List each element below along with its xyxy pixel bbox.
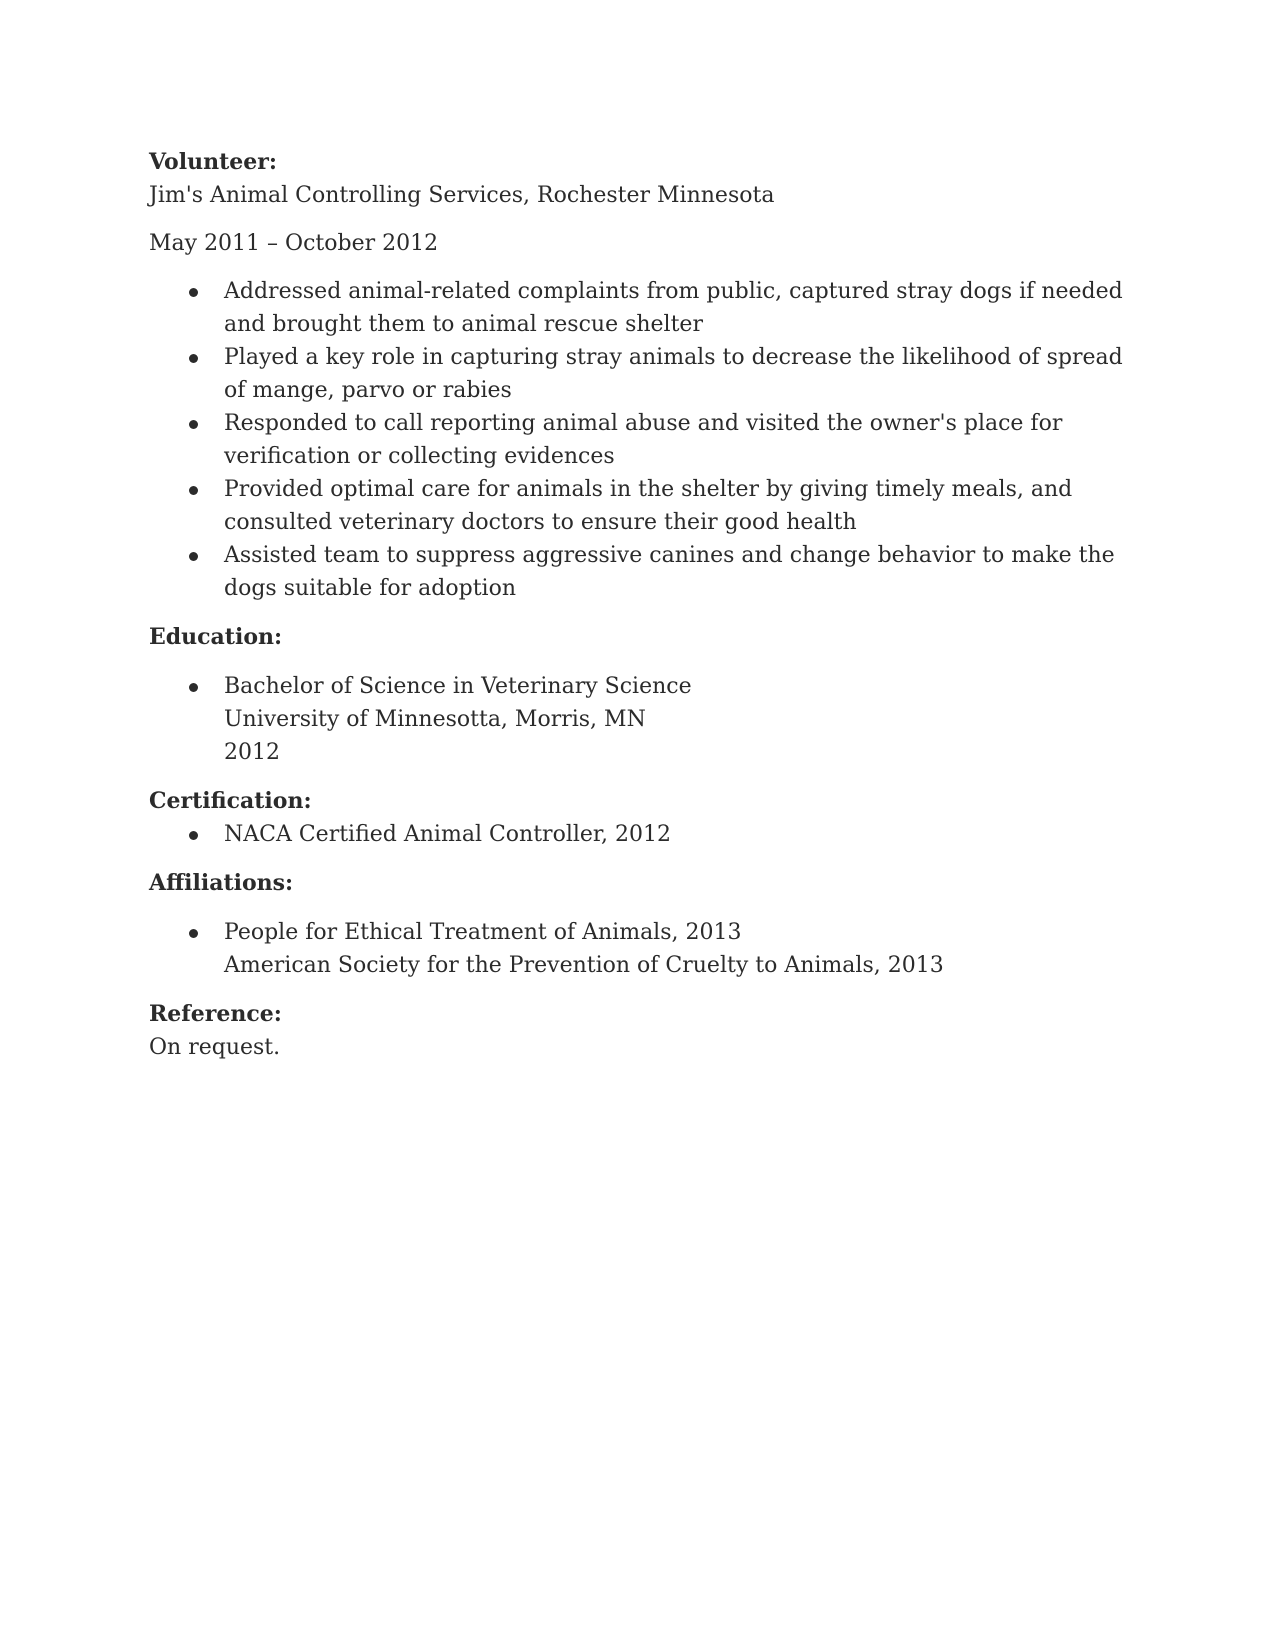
bullet-icon: [189, 354, 198, 363]
bullet-icon: [189, 552, 198, 561]
spacer: [149, 605, 1129, 621]
bullet-icon: [189, 486, 198, 495]
certification-item: NACA Certified Animal Controller, 2012: [224, 822, 671, 847]
affiliation-line: American Society for the Prevention of Cruelty to Animals, 2013: [224, 953, 944, 978]
volunteer-bullet-list: [149, 275, 1129, 605]
volunteer-bullet-text: Assisted team to suppress aggressive canines and change behavior to make the dogs suitable for adoption: [224, 543, 1115, 601]
spacer: [149, 851, 1129, 867]
volunteer-bullet-text: Addressed animal-related complaints from public, captured stray dogs if needed and brought them to animal rescue shelter: [224, 279, 1123, 337]
list-item: [149, 818, 1129, 851]
education-school: University of Minnesotta, Morris, MN: [224, 707, 646, 732]
bullet-icon: [189, 288, 198, 297]
bullet-icon: [189, 831, 198, 840]
reference-heading: Reference:: [149, 1001, 282, 1027]
list-item: [149, 670, 1129, 769]
certification-heading: Certification:: [149, 788, 312, 814]
volunteer-organization: Jim's Animal Controlling Services, Rochester Minnesota: [149, 183, 775, 208]
spacer: [149, 769, 1129, 785]
spacer: [149, 260, 1129, 275]
bullet-icon: [189, 420, 198, 429]
education-list: [149, 670, 1129, 769]
affiliation-line: People for Ethical Treatment of Animals, 2013: [224, 920, 742, 945]
volunteer-bullet-text: Responded to call reporting animal abuse and visited the owner's place for verification or collecting evidences: [224, 411, 1063, 469]
list-item: [149, 341, 1129, 407]
list-item: [149, 916, 1129, 982]
affiliations-list: [149, 916, 1129, 982]
volunteer-heading: Volunteer:: [149, 149, 277, 175]
volunteer-bullet-text: Provided optimal care for animals in the shelter by giving timely meals, and consulted veterinary doctors to ensure their good health: [224, 477, 1073, 535]
list-item: [149, 407, 1129, 473]
list-item: [149, 539, 1129, 605]
volunteer-dates: May 2011 – October 2012: [149, 231, 439, 256]
bullet-icon: [189, 929, 198, 938]
resume-content: [149, 146, 1129, 1064]
education-heading: Education:: [149, 624, 283, 650]
spacer: [149, 900, 1129, 916]
certification-list: [149, 818, 1129, 851]
spacer: [149, 982, 1129, 998]
education-year: 2012: [224, 740, 280, 765]
list-item: [149, 275, 1129, 341]
volunteer-bullet-text: Played a key role in capturing stray animals to decrease the likelihood of spread of mange, parvo or rabies: [224, 345, 1123, 403]
spacer: [149, 654, 1129, 670]
education-degree: Bachelor of Science in Veterinary Science: [224, 674, 692, 699]
list-item: [149, 473, 1129, 539]
spacer: [149, 212, 1129, 227]
affiliations-heading: Affiliations:: [149, 870, 294, 896]
reference-text: On request.: [149, 1035, 281, 1060]
bullet-icon: [189, 683, 198, 692]
